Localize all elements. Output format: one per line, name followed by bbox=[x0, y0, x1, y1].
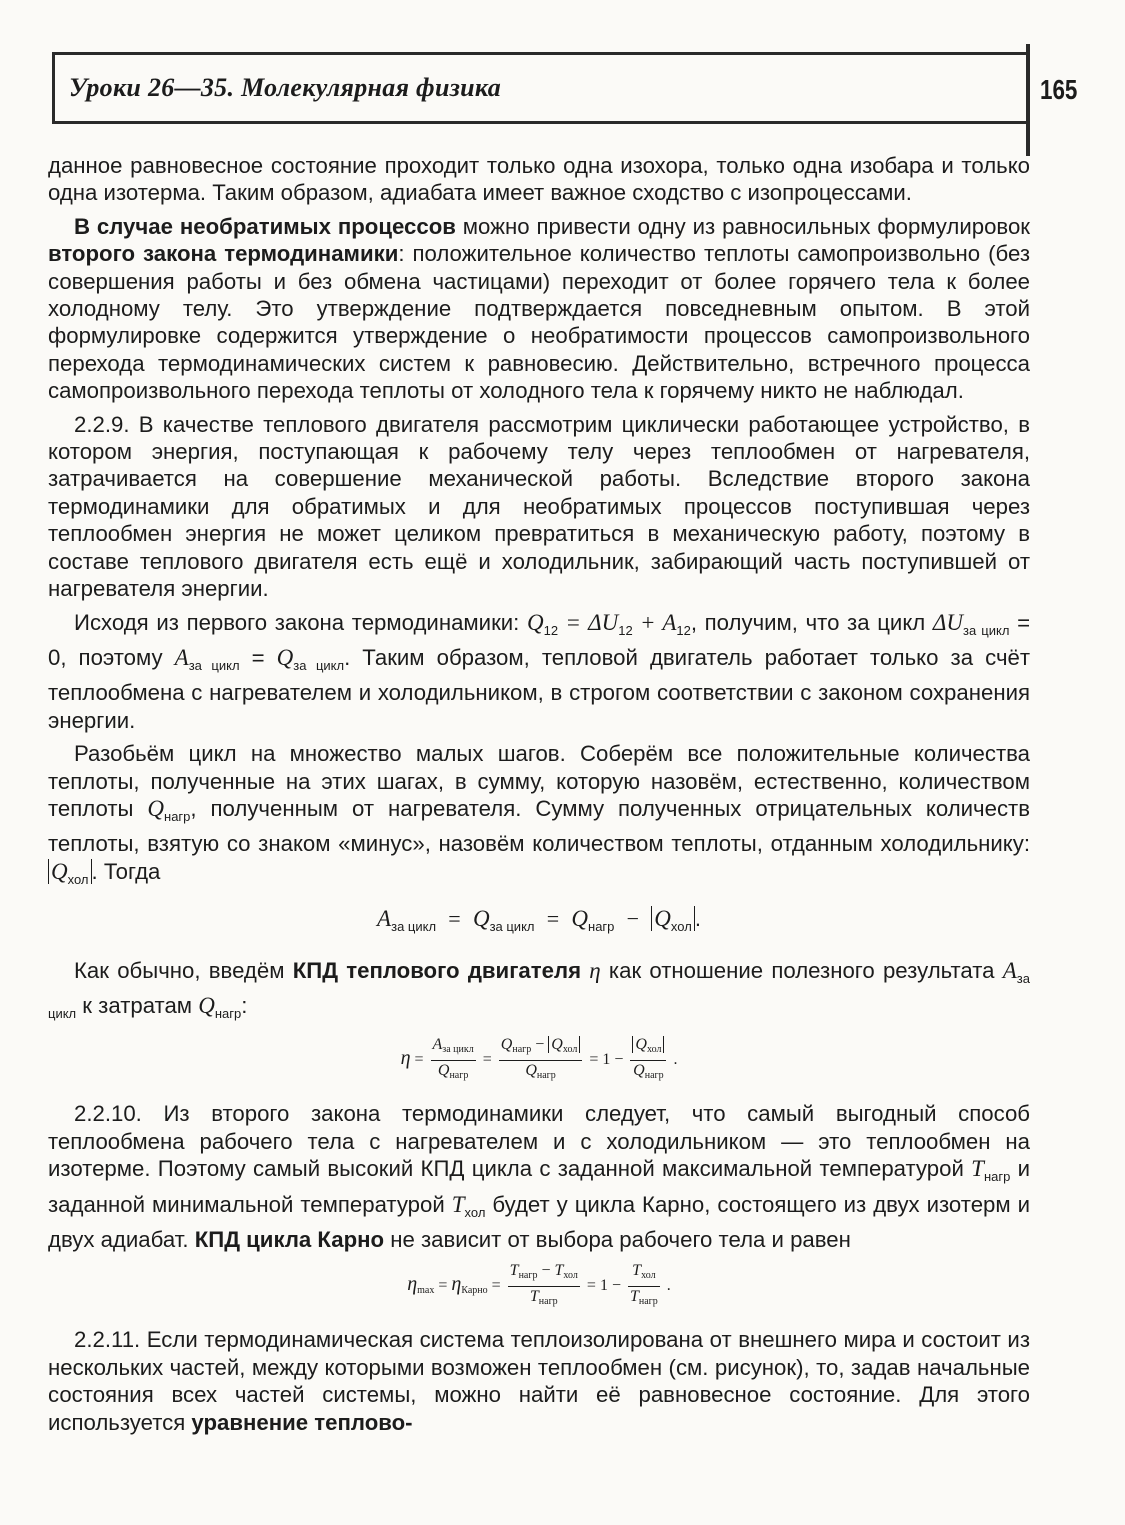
paragraph-2-2-11: 2.2.11. Если термодинамическая система теплоизолирована от внешнего мира и состоит из нескольких частей, между которыми возможен теплообмен (см. рисунок), то, задав начальные состояния всех частей системы, можно найти её равновесное состояние. Для этого используется уравнение теплово- bbox=[48, 1327, 1030, 1435]
paragraph-cycle-steps: Разобьём цикл на множество малых шагов. Соберём все положительные количества теплоты, полученные на этих шагах, в сумму, которую назовём, естественно, количеством теплоты $Q_{нагр}$, полученным от нагревателя. Сумму полученных отрицательных количеств теплоты, взятую со знаком «минус», назовём количеством теплоты, отданным холодильнику: $Q_{хол}$ . Тогда bbox=[48, 741, 1030, 887]
page-number: 165 bbox=[1040, 74, 1078, 105]
paragraph-first-law: Исходя из первого закона термодинамики: $Q_{12} = \Delta U_{12} + A_{12}$, получим, что за цикл $\Delta U_{за цикл} = 0$, поэтому $A_{за цикл} = Q_{за цикл}$. Таким образом, тепловой двигатель работает только за счёт теплообмена с нагревателем и холодильником, в строгом соответствии с законом сохранения энергии. bbox=[48, 609, 1031, 733]
paragraph-2-2-10: 2.2.10. Из второго закона термодинамики следует, что самый выгодный способ теплообмена рабочего тела с нагревателем и с холодильником — это теплообмен на изотерме. Поэтому самый высокий КПД цикла с заданной максимальной температурой $T_{нагр}$ и заданной минимальной температурой $T_{хол}$ будет у цикла Карно, состоящего из двух изотерм и двух адиабат. КПД цикла Карно не зависит от выбора рабочего тела и равен bbox=[48, 1101, 1031, 1252]
paragraph-irreversible: В случае необратимых процессов можно привести одну из равносильных формулировок второго закона термодинамики: положительное количество теплоты самопроизвольно (без совершения работы и без обмена частицами) переходит от более горячего тела к более холодному телу. Это утверждение подтверждается повседневным опытом. В этой формулировке содержится утверждение о необратимости процессов самопроизвольного перехода термодинамических систем к равновесию. Действительно, встречного процесса самопроизвольного перехода теплоты от холодного тела к горячему никто не наблюдал. bbox=[48, 213, 1030, 404]
formula-carnot: ηmax = ηКарно = $\frac{\text{Tнагр − Tхол}}{\text{Tнагр}}$ = 1 − $\frac{\text{Tхол}}{\text{Tнагр}}$ . bbox=[407, 1262, 671, 1308]
chapter-header bbox=[52, 52, 1026, 124]
formula-work-balance: $A_{за цикл} = Q_{за цикл} = Q_{нагр} - Q_{хол}$ . bbox=[377, 906, 701, 935]
formula-first-law: $Q_{12} = \Delta U_{12} + A_{12}$ bbox=[527, 609, 691, 638]
paragraph-continuation: данное равновесное состояние проходит только одна изохора, только одна изобара и только одна изотерма. Таким образом, адиабата имеет важное сходство с изопроцессами. bbox=[48, 153, 1030, 206]
formula-efficiency: η = $\frac{\text{Aза цикл}}{\text{Qнагр}}$ = $\frac{\text{Qнагр − Qхол}}{\text{Qнагр}}$ = 1 − $\frac{\text{Qхол}}{\text{Qнагр}}$ . bbox=[400, 1036, 678, 1082]
page-body bbox=[48, 152, 1030, 1442]
paragraph-efficiency: Как обычно, введём КПД теплового двигателя η как отношение полезного результата $A_{за цикл}$ к затратам $Q_{нагр}$: bbox=[48, 957, 1030, 1021]
chapter-title: Уроки 26—35. Молекулярная физика bbox=[69, 73, 502, 102]
header-divider bbox=[1026, 44, 1030, 156]
paragraph-2-2-9: 2.2.9. В качестве теплового двигателя рассмотрим циклически работающее устройство, в котором энергия, поступающая к рабочему телу через теплообмен от нагревателя, затрачивается на совершение механической работы. Вследствие второго закона термодинамики для обратимых и для необратимых процессов поступившая через теплообмен энергия не может целиком превратиться в механическую работу, поэтому в составе теплового двигателя есть ещё и холодильник, забирающий часть поступившей от нагревателя энергии. bbox=[48, 411, 1030, 602]
